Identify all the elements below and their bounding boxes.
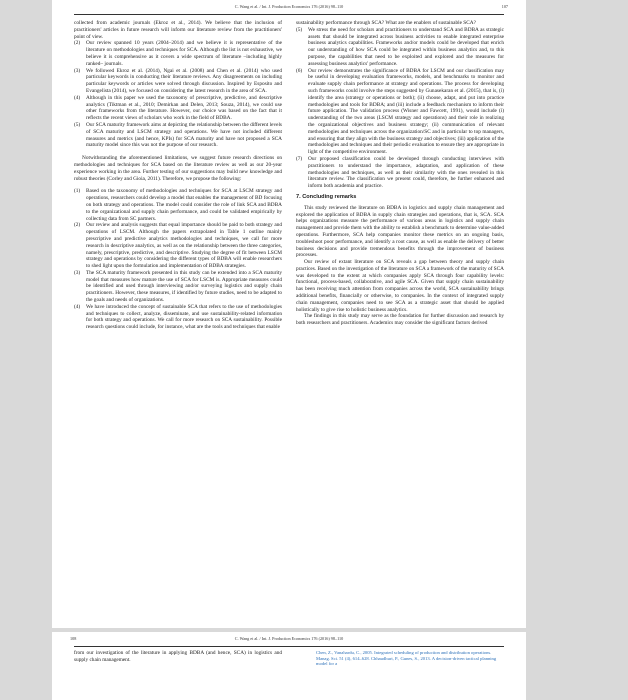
section-heading: 7. Concluding remarks bbox=[296, 193, 357, 200]
direction-item: (4) We have introduced the concept of sustainable SCA that refers to the use of methodologies and techniques to collect, analyze, disseminate, and use sustainability-related information for both strategy and operations. We call for more research on SCA sustainability. Possible research questions could include, for instance, what are the tools and techniques that enable bbox=[74, 303, 282, 331]
limitation-item: (3) We followed Ekroz et al. (2014), Ngai et al. (2008) and Chen et al. (2014) who used particular keywords in conducting their literature reviews. Any disagreements on including particular keywords or articles were solved through discussion. Inspired by Esposito and Evangelista (2014), we focused on considering the latest research in the area of SCA. bbox=[74, 67, 282, 94]
running-header-text: C. Wang et al. / Int. J. Production Economics 176 (2016) 98–110 bbox=[234, 636, 344, 641]
direction-item: (2) Our review and analysis suggests that equal importance should be paid to both strategy and operations of LSCM. Although the papers extrapolated in Table 1 outline mainly prescriptive and predictive analytics methodologies and techniques, we call for more research in descriptive analytics, as well as on the relationship between the three categories, namely, prescriptive, predictive, and descriptive. Studying the degree of fit between LSCM strategy and operations by considering the different types of BDBA will enable researchers to shed light upon the formulation and implementation of BDBA strategies. bbox=[74, 222, 282, 270]
direction-item: (3) The SCA maturity framework presented in this study can be extended into a SCA maturity model that measures how mature the use of SCA for LSCM is. Appropriate measures could be identified and used through interviewing and/or surveying logistics and supply chain practitioners. However, these measures, if identified by future studies, need to be adapted to the goals and needs of organizations. bbox=[74, 269, 282, 304]
direction-item: (7) Our proposed classification could be developed through conducting interviews with practitioners to understand the importance, adaptation, and application of these methodologies and techniques, as well as their similarity with the ones revealed in this literature review. The classification we present could, therefore, be further enhanced and inform both academia and practice. bbox=[296, 155, 504, 190]
header-rule bbox=[74, 646, 504, 647]
running-header bbox=[52, 636, 526, 646]
limitation-item: (2) Our review spanned 10 years (2004–2014) and we believe it is representative of the literature on methodologies and techniques for SCA. Although the list is not exhaustive, we believe it is comprehensive as it covers a wide spectrum of literature –including highly ranked– journals. bbox=[74, 40, 282, 67]
right-column bbox=[296, 20, 504, 327]
page-number: 108 bbox=[70, 636, 77, 641]
running-header bbox=[52, 4, 526, 14]
limitation-item: (5) Our SCA maturity framework aims at depicting the relationship between the different levels of SCA maturity and LSCM strategy and operations. We have not included different measures and metrics (and hence, KPIs) for SCA maturity and have not proposed a SCA maturity model since this was not the purpose of our research. bbox=[74, 121, 282, 149]
left-lead-paragraph: collected from academic journals (Ekroz et al., 2014). We believe that the inclusion of practitioners' articles in future research will inform our literature review from the practitioners' point of view. bbox=[74, 20, 282, 40]
bridge-paragraph: Notwithstanding the aforementioned limitations, we suggest future research directions on methodologies and techniques for SCA based on the literature review as well as our 20-year experience working in the area. Further testing of our suggestions may build new knowledge and robust theories (Corley and Gioia, 2011). Therefore, we propose the following: bbox=[74, 155, 282, 182]
left-column bbox=[74, 20, 282, 331]
reference-list: Chen, Z., Vanahardu, C., 2005. Integrated scheduling of production and distribution operations. Manag. Sci. 51 (4), 614–628. Chhaudhuri, P., Gunes, S., 2013. A decision-driven tactical planning model for a bbox=[316, 650, 497, 667]
next-journal-page bbox=[52, 632, 526, 700]
left-column bbox=[74, 650, 282, 664]
continued-paragraph: from our investigation of the literature in applying BDBA (and hence, SCA) in logistics and supply chain management. bbox=[74, 650, 282, 663]
page-number: 107 bbox=[501, 4, 508, 9]
limitation-item: (4) Although in this paper we used the taxonomy of prescriptive, predictive, and descriptive analytics (Tiktman et al., 2010; Demirkan and Delen, 2013; Souza, 2014), we could use other frameworks from the literature. However, our choice was based on the fact that it reflects the recent views of scholars who work in the field of BDBA. bbox=[74, 94, 282, 122]
running-header-text: C. Wang et al. / Int. J. Production Economics 176 (2016) 98–110 bbox=[234, 4, 344, 9]
journal-page bbox=[52, 0, 526, 628]
conclusion-paragraph: This study reviewed the literature on BDBA in logistics and supply chain management and explored the application of BDBA in supply chain strategies and operations, that is, SCA. SCA helps organizations measure the performance of various areas in logistics and supply chain management and provide them with the ability to establish a benchmark to determine value-added operations. Furthermore, SCA help companies monitor these metrics on an ongoing basis, troubleshoot poor performance, and identify a root cause, as well as enable the delivery of better business decisions and provide tremendous benefits through the improvement of business processes. bbox=[296, 204, 504, 259]
conclusion-paragraph: Our review of extant literature on SCA reveals a gap between theory and supply chain practices. Based on the investigation of the literature on SCA a framework of the maturity of SCA was developed to the extent at which companies apply SCA through four capability levels: functional, process-based, collaborative, and agile SCA. Given that supply chain sustainability has been receiving much attention from companies across the world, SCA sustainability brings additional benefits, financially or otherwise, to companies. In the context of integrated supply chain management, companies need to see SCA as a strategic asset that should be applied holistically to give rise to holistic business analytics. bbox=[296, 259, 504, 313]
direction-item: (1) Based on the taxonomy of methodologies and techniques for SCA at LSCM strategy and operations, researchers could develop a model that enables the management of BD focusing on both strategy and operations. The model could consider the role of link SCA and BDBA to the organizational and supply chain performance, and could be validated empirically by collecting data from SC partners. bbox=[74, 188, 282, 222]
direction-item: (6) Our review demonstrates the significance of BDBA for LSCM and our classification may be useful in developing evaluation frameworks, models, and benchmarks to monitor and evaluate supply chain performance at strategy and operations. The process for developing such frameworks could involve the steps suggested by Gunasekaran et al. (2015), that is, (i) identify the area (strategy or operations or both); (ii) choose, adapt, and put into practice methodologies and tools for BDBA; and (iii) include a feedback mechanism to inform their future application. The validation process (Wisner and Fawcett, 1991), would include (i) understanding of the two areas (LSCM strategy and operations) and their role in realizing the organizational objectives and business strategy; (ii) communication of relevant methodologies and techniques across the organization/SC and in particular to top managers, and ensuring that they align with the business strategy and objectives; (iii) application of the methodologies and techniques and their periodic evaluation to ensure they are appropriate in light of the competitive environment. bbox=[296, 67, 504, 156]
header-rule bbox=[74, 14, 504, 15]
right-lead-paragraph: sustainability performance through SCA? What are the enablers of sustainable SCA? bbox=[296, 20, 476, 26]
direction-item: (5) We stress the need for scholars and practitioners to understand SCA and BDBA as strategic assets that should be integrated across business activities to enable integrated enterprise business analytics capabilities. Frameworks and/or models could be developed that enrich our understanding of how SCA could be integrated within business analytics and, to this purpose, the capabilities that need to be exploited and explored and the measures for assessing business analytics' performance. bbox=[296, 26, 504, 67]
conclusion-paragraph: The findings in this study may serve as the foundation for further discussion and research by both researchers and practitioners. Academics may consider the significant factors derived bbox=[296, 313, 504, 327]
